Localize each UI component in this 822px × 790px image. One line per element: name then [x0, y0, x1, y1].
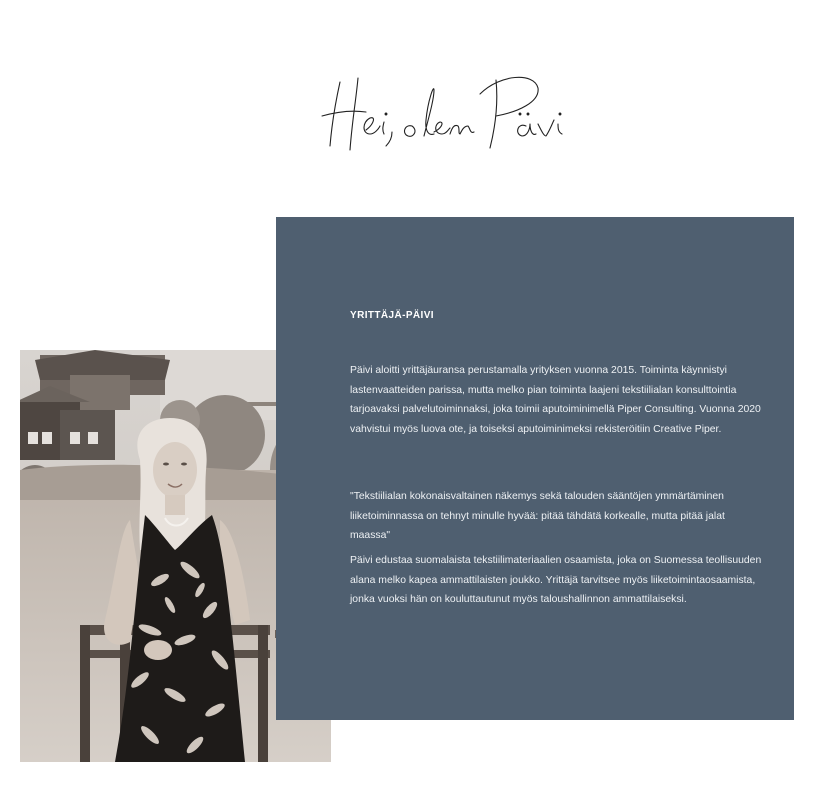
expertise-paragraph: Päivi edustaa suomalaista tekstiilimateriaalien osaamista, joka on Suomessa teollisuuden alana melko kapea ammattilaisten joukko. Yrittäjä tarvitsee myös liiketoimintaosaamista, jonka vuoksi hän on kouluttautunut myös taloushallinnon ammattilaiseksi. — [350, 555, 762, 605]
page-heading — [300, 60, 600, 160]
quote-paragraph: "Tekstiilialan kokonaisvaltainen näkemys sekä talouden sääntöjen ymmärtäminen liiketoiminnassa on tehnyt minulle hyvää: pitää tähdätä korkealle, mutta pitää jalat maassa" — [350, 491, 725, 541]
script-heading-graphic — [300, 60, 600, 160]
section-title: YRITTÄJÄ-PÄIVI — [350, 310, 434, 321]
intro-paragraph: Päivi aloitti yrittäjäuransa perustamalla yrityksen vuonna 2015. Toiminta käynnistyi lastenvaatteiden parissa, mutta melko pian toiminta laajeni tekstiilialan konsulttointia tarjoavaksi palvelutoiminnaksi, joka toimii aputoiminimellä Piper Consulting. Vuonna 2020 vahvistui myös luova ote, ja toiseksi aputoiminimeksi rekisteröitiin Creative Piper. — [350, 365, 761, 435]
about-panel — [276, 217, 794, 720]
